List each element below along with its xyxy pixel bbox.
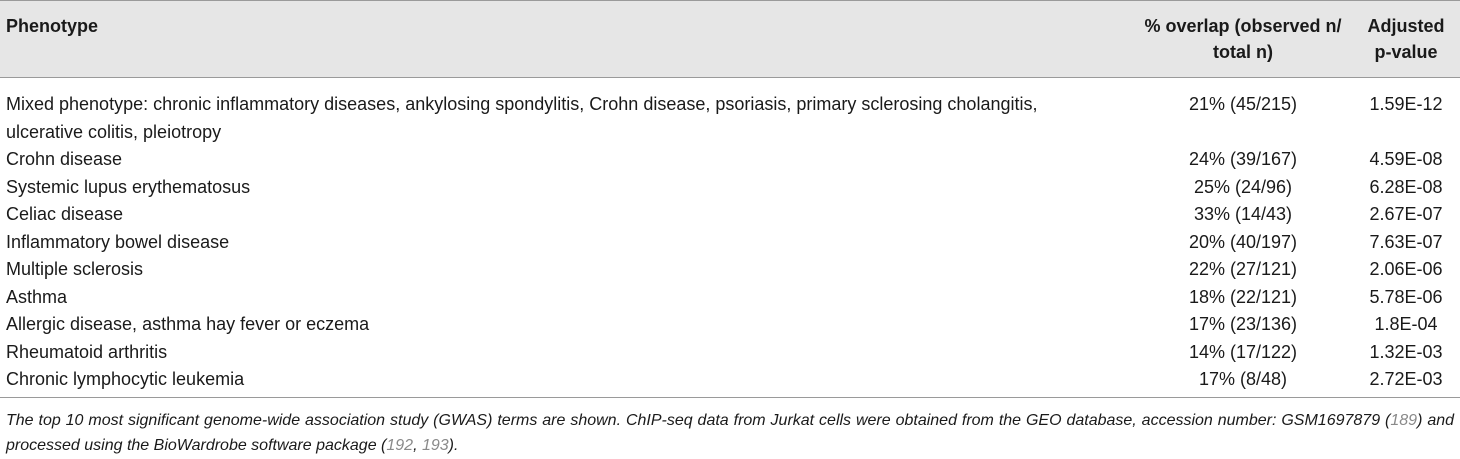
cell-phenotype: Multiple sclerosis xyxy=(6,259,144,279)
reference-link-193[interactable]: 193 xyxy=(421,437,449,454)
cell-phenotype: Asthma xyxy=(6,286,68,307)
header-overlap: % overlap (observed n/ total n) xyxy=(1120,1,1360,78)
cell-p-value: 6.28E-08 xyxy=(1369,176,1443,197)
cell-phenotype: Systemic lupus erythematosus xyxy=(6,176,251,197)
header-row xyxy=(0,1,1460,78)
reference-link-192[interactable]: 192 xyxy=(386,437,414,454)
table-row xyxy=(0,78,1460,147)
table-body xyxy=(0,78,1460,398)
cell-overlap: 33% (14/43) xyxy=(1193,204,1293,224)
cell-overlap: 24% (39/167) xyxy=(1188,149,1298,169)
cell-overlap: 18% (22/121) xyxy=(1188,286,1298,307)
reference-link-189[interactable]: 189 xyxy=(1390,412,1418,429)
cell-p-value: 1.32E-03 xyxy=(1369,341,1443,362)
table-header xyxy=(0,1,1460,78)
table-row xyxy=(0,174,1460,202)
cell-phenotype: Crohn disease xyxy=(6,149,123,169)
cell-p-value: 2.67E-07 xyxy=(1369,204,1443,224)
header-phenotype: Phenotype xyxy=(0,1,1120,78)
cell-overlap: 20% (40/197) xyxy=(1188,231,1298,252)
footnote-separator: , xyxy=(413,437,422,454)
cell-overlap: 21% (45/215) xyxy=(1188,94,1298,114)
cell-phenotype: Chronic lymphocytic leukemia xyxy=(0,366,1120,397)
table-row xyxy=(0,201,1460,229)
cell-overlap: 22% (27/121) xyxy=(1188,259,1298,279)
cell-p-value: 5.78E-06 xyxy=(1369,286,1443,307)
table-row xyxy=(0,284,1460,312)
cell-phenotype: Mixed phenotype: chronic inflammatory diseases, ankylosing spondylitis, Crohn disease, psoriasis, primary sclerosing cholangitis, ulcerative colitis, pleiotropy xyxy=(6,94,1038,142)
table-row xyxy=(0,311,1460,339)
footnote-text: The top 10 most significant genome-wide association study (GWAS) terms are shown. ChIP-seq data from Jurkat cells were obtained from the GEO database, accession number: GSM1697879 ( xyxy=(6,412,1391,429)
table-row xyxy=(0,146,1460,174)
cell-overlap: 17% (23/136) xyxy=(1188,314,1298,334)
cell-p-value: 1.59E-12 xyxy=(1369,94,1443,114)
cell-phenotype: Inflammatory bowel disease xyxy=(6,231,230,252)
table-footnote xyxy=(6,408,1454,458)
header-adjusted-p-value: Adjusted p-value xyxy=(1360,1,1460,78)
table-row xyxy=(0,256,1460,284)
cell-p-value: 7.63E-07 xyxy=(1369,231,1443,252)
cell-phenotype: Allergic disease, asthma hay fever or eczema xyxy=(6,314,370,334)
cell-phenotype: Celiac disease xyxy=(6,204,124,224)
cell-p-value: 2.72E-03 xyxy=(1360,366,1460,397)
footnote-text: ). xyxy=(448,437,459,454)
cell-phenotype: Rheumatoid arthritis xyxy=(6,341,168,362)
cell-p-value: 2.06E-06 xyxy=(1369,259,1443,279)
cell-overlap: 17% (8/48) xyxy=(1120,366,1360,397)
table-row xyxy=(0,229,1460,257)
table-row xyxy=(0,339,1460,367)
footnote-text: ) and processed using the BioWardrobe software package ( xyxy=(6,412,1455,454)
cell-p-value: 1.8E-04 xyxy=(1374,314,1438,334)
cell-overlap: 14% (17/122) xyxy=(1188,341,1298,362)
cell-overlap: 25% (24/96) xyxy=(1193,176,1293,197)
cell-p-value: 4.59E-08 xyxy=(1369,149,1443,169)
table-row xyxy=(0,366,1460,397)
